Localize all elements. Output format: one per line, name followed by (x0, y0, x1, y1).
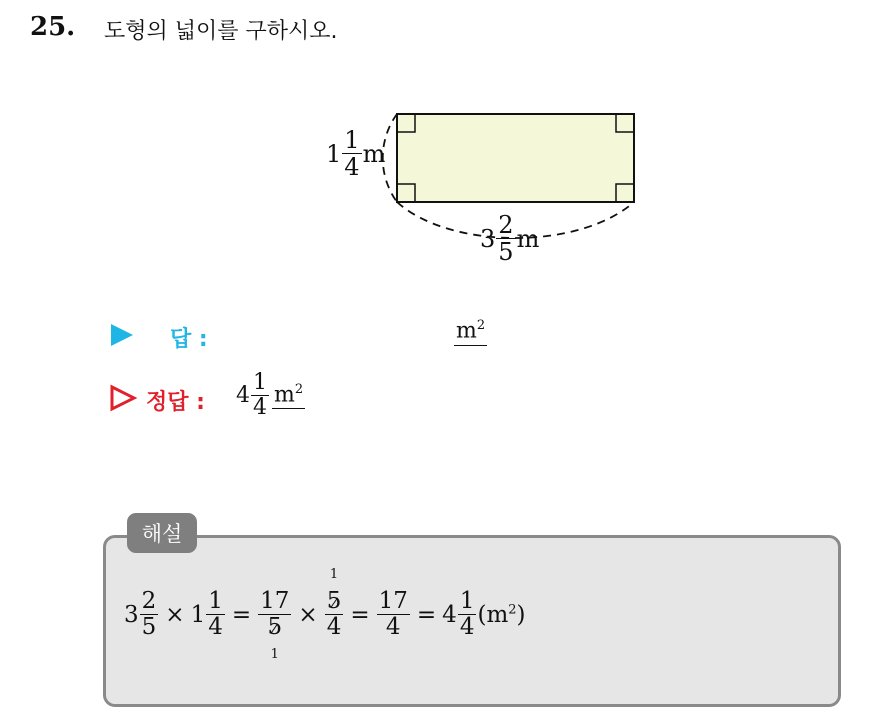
correct-denominator: 4 (253, 395, 267, 420)
question-text: 도형의 넓이를 구하시오. (104, 19, 338, 44)
term-2 (191, 590, 226, 639)
width-label (480, 213, 539, 264)
term-2-whole: 1 (190, 601, 206, 628)
solution-unit-power: 2 (508, 601, 517, 617)
correct-unit (272, 382, 305, 409)
term-3-fraction (258, 588, 291, 662)
term-1-den: 5 (141, 614, 157, 640)
correct-fraction (251, 372, 269, 419)
correct-unit-power: 2 (294, 381, 304, 397)
equals-sign-2: = (350, 601, 370, 628)
answer-unit-base: m (456, 318, 477, 344)
term-4-fraction (325, 567, 344, 640)
height-numerator: 1 (344, 126, 360, 154)
rectangle-figure (0, 0, 884, 300)
term-4-num: 5 (326, 588, 342, 614)
solution-unit (477, 602, 525, 628)
answer-label: 답 : (170, 327, 208, 352)
times-sign: × (165, 601, 185, 628)
term-2-fraction (206, 590, 225, 639)
term-1-whole: 3 (124, 601, 139, 628)
height-unit: m (362, 139, 386, 168)
correct-whole: 4 (236, 383, 250, 408)
width-numerator: 2 (498, 211, 514, 239)
term-4-num-reduced: 1 (329, 567, 339, 582)
times-sign-2: × (298, 601, 318, 628)
solution-unit-base: m (486, 601, 509, 628)
equals-sign-3: = (416, 601, 437, 628)
term-3-den-reduced: 1 (270, 647, 279, 662)
term-3-den: 5 (267, 614, 283, 640)
term-6-num: 1 (459, 588, 475, 614)
term-5-fraction (377, 590, 410, 639)
correct-label: 정답 : (146, 390, 205, 415)
height-denominator: 4 (344, 153, 360, 181)
term-4-num-wrap (325, 567, 344, 615)
term-5-num: 17 (378, 588, 408, 614)
width-fraction (496, 213, 515, 264)
unit-close-paren: ) (516, 601, 526, 628)
answer-unit (454, 318, 487, 346)
term-2-den: 4 (208, 614, 223, 640)
height-label (326, 128, 385, 179)
width-unit: m (516, 224, 540, 253)
term-4-den: 4 (326, 614, 342, 640)
question-number: 25. (30, 12, 76, 42)
term-1-fraction (140, 590, 159, 639)
width-denominator: 5 (498, 238, 514, 266)
term-3-den-wrap (265, 614, 284, 662)
outline-arrow-icon (108, 384, 138, 412)
term-3-num: 17 (260, 588, 290, 614)
height-whole: 1 (326, 139, 342, 168)
term-2-num: 1 (208, 588, 223, 614)
unit-open-paren: ( (477, 601, 487, 628)
term-6 (442, 590, 477, 639)
width-whole: 3 (480, 224, 496, 253)
term-1-num: 2 (141, 588, 157, 614)
answer-unit-power: 2 (476, 318, 486, 333)
height-fraction (342, 128, 361, 179)
correct-unit-base: m (274, 382, 295, 408)
solution-tag: 해설 (127, 513, 197, 553)
equals-sign-1: = (231, 601, 252, 628)
correct-numerator: 1 (253, 370, 267, 395)
correct-value (236, 372, 305, 419)
play-arrow-icon (108, 322, 136, 348)
rectangle-shape (397, 114, 634, 202)
term-6-den: 4 (459, 614, 475, 640)
term-6-whole: 4 (442, 601, 457, 628)
term-5-den: 4 (385, 614, 401, 640)
term-1 (124, 590, 159, 639)
solution-expression (124, 567, 526, 662)
term-6-fraction (458, 590, 477, 639)
